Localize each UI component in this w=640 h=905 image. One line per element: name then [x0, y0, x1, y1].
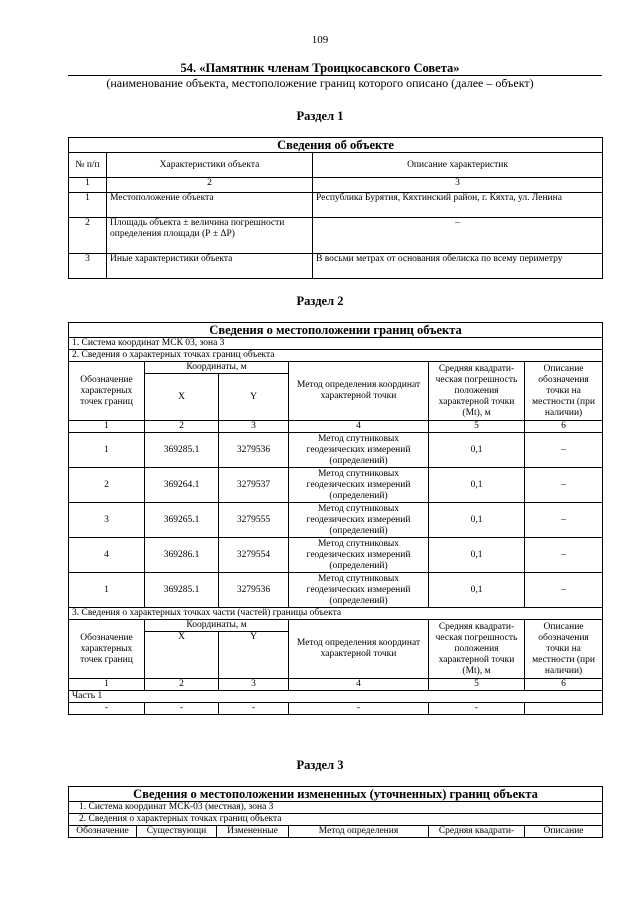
col-header-y: Y	[219, 632, 289, 679]
point-method: Метод спутниковых геодезических измерений (определений)	[289, 503, 429, 538]
point-method: Метод спутниковых геодезических измерений (определений)	[289, 433, 429, 468]
part-cell: -	[145, 703, 219, 715]
point-method: Метод спутниковых геодезических измерений (определений)	[289, 468, 429, 503]
index-cell: 1	[69, 178, 107, 193]
part-cell: -	[429, 703, 525, 715]
part-cell: -	[289, 703, 429, 715]
table-row	[69, 538, 603, 573]
table-row	[69, 573, 603, 608]
col-header: Измененные	[217, 826, 289, 838]
index-cell: 4	[289, 421, 429, 433]
point-y: 3279537	[219, 468, 289, 503]
point-x: 369265.1	[145, 503, 219, 538]
table-title: Сведения о местоположении измененных (уточненных) границ объекта	[69, 787, 603, 802]
col-header-y: Y	[219, 374, 289, 421]
table-row	[69, 218, 603, 254]
col-header: Существующи	[137, 826, 217, 838]
index-cell: 6	[525, 679, 603, 691]
point-method: Метод спутниковых геодезических измерений (определений)	[289, 538, 429, 573]
parts-title-row: 3. Сведения о характерных точках части (частей) границы объекта	[69, 608, 603, 620]
row-characteristic: Местоположение объекта	[107, 193, 313, 218]
point-desc: –	[525, 538, 603, 573]
point-desc: –	[525, 573, 603, 608]
row-characteristic: Иные характеристики объекта	[107, 254, 313, 279]
row-number: 3	[69, 254, 107, 279]
col-header: Описание	[525, 826, 603, 838]
index-cell: 3	[219, 679, 289, 691]
point-id: 1	[69, 433, 145, 468]
table-row	[69, 193, 603, 218]
col-header-error: Средняя квадрати-ческая погрешность положения характерной точки (Мt), м	[429, 620, 525, 679]
point-desc: –	[525, 468, 603, 503]
table-title: Сведения о местоположении границ объекта	[69, 323, 603, 338]
col-header-x: X	[145, 374, 219, 421]
changed-boundary-table	[68, 786, 603, 838]
col-header-error: Средняя квадрати-ческая погрешность положения характерной точки (Мt), м	[429, 362, 525, 421]
col-header-method: Метод определения координат характерной точки	[289, 620, 429, 679]
point-x: 369264.1	[145, 468, 219, 503]
index-cell: 2	[145, 679, 219, 691]
document-title: 54. «Памятник членам Троицкосавского Совета»	[180, 61, 460, 75]
col-header-method: Метод определения координат характерной точки	[289, 362, 429, 421]
point-error: 0,1	[429, 573, 525, 608]
point-desc: –	[525, 503, 603, 538]
table-row	[69, 468, 603, 503]
index-cell: 1	[69, 679, 145, 691]
col-header-descr: Описание обозначения точки на местности (при наличии)	[525, 620, 603, 679]
coord-system-row: 1. Система координат МСК 03, зона 3	[69, 338, 603, 350]
index-cell: 3	[313, 178, 603, 193]
point-error: 0,1	[429, 468, 525, 503]
table-row	[69, 503, 603, 538]
point-y: 3279555	[219, 503, 289, 538]
boundary-location-table	[68, 322, 603, 715]
point-id: 2	[69, 468, 145, 503]
section1-heading: Раздел 1	[296, 109, 344, 123]
row-value: –	[313, 218, 603, 254]
point-y: 3279554	[219, 538, 289, 573]
col-header-point: Обозначение характерных точек границ	[69, 620, 145, 679]
index-cell: 6	[525, 421, 603, 433]
table-row	[69, 254, 603, 279]
index-cell: 2	[107, 178, 313, 193]
part-label-row: Часть 1	[69, 691, 603, 703]
index-cell: 4	[289, 679, 429, 691]
point-error: 0,1	[429, 503, 525, 538]
col-header-x: X	[145, 632, 219, 679]
document-subtitle: (наименование объекта, местоположение границ которого описано (далее – объект)	[106, 76, 534, 90]
part-cell: -	[69, 703, 145, 715]
col-header: Метод определения	[289, 826, 429, 838]
point-desc: –	[525, 433, 603, 468]
col-header: Средняя квадрати-	[429, 826, 525, 838]
col-header-coords: Координаты, м	[145, 620, 289, 632]
section2-heading: Раздел 2	[296, 294, 344, 308]
col-header-descr: Описание обозначения точки на местности (при наличии)	[525, 362, 603, 421]
row-number: 1	[69, 193, 107, 218]
point-x: 369285.1	[145, 433, 219, 468]
point-id: 1	[69, 573, 145, 608]
point-method: Метод спутниковых геодезических измерений (определений)	[289, 573, 429, 608]
col-header-description: Описание характеристик	[313, 153, 603, 178]
point-error: 0,1	[429, 538, 525, 573]
point-x: 369286.1	[145, 538, 219, 573]
coord-system-row: 1. Система координат МСК-03 (местная), зона 3	[69, 802, 603, 814]
row-number: 2	[69, 218, 107, 254]
col-header-num: № п/п	[69, 153, 107, 178]
object-info-table	[68, 137, 603, 279]
index-cell: 2	[145, 421, 219, 433]
row-characteristic: Площадь объекта ± величина погрешности определения площади (Р ± ΔР)	[107, 218, 313, 254]
points-title-row: 2. Сведения о характерных точках границ объекта	[69, 814, 603, 826]
table-row	[69, 433, 603, 468]
index-cell: 5	[429, 421, 525, 433]
point-x: 369285.1	[145, 573, 219, 608]
index-cell: 1	[69, 421, 145, 433]
col-header-point: Обозначение характерных точек границ	[69, 362, 145, 421]
col-header-coords: Координаты, м	[145, 362, 289, 374]
part-cell	[525, 703, 603, 715]
row-value: Республика Бурятия, Кяхтинский район, г. Кяхта, ул. Ленина	[313, 193, 603, 218]
index-cell: 3	[219, 421, 289, 433]
part-cell: -	[219, 703, 289, 715]
col-header: Обозначение	[69, 826, 137, 838]
points-title-row: 2. Сведения о характерных точках границ объекта	[69, 350, 603, 362]
point-y: 3279536	[219, 573, 289, 608]
point-y: 3279536	[219, 433, 289, 468]
point-error: 0,1	[429, 433, 525, 468]
table-row	[69, 703, 603, 715]
page-number: 109	[311, 34, 329, 46]
col-header-characteristics: Характеристики объекта	[107, 153, 313, 178]
table-title: Сведения об объекте	[69, 138, 603, 153]
row-value: В восьми метрах от основания обелиска по всему периметру	[313, 254, 603, 279]
point-id: 3	[69, 503, 145, 538]
index-cell: 5	[429, 679, 525, 691]
point-id: 4	[69, 538, 145, 573]
section3-heading: Раздел 3	[296, 758, 344, 772]
